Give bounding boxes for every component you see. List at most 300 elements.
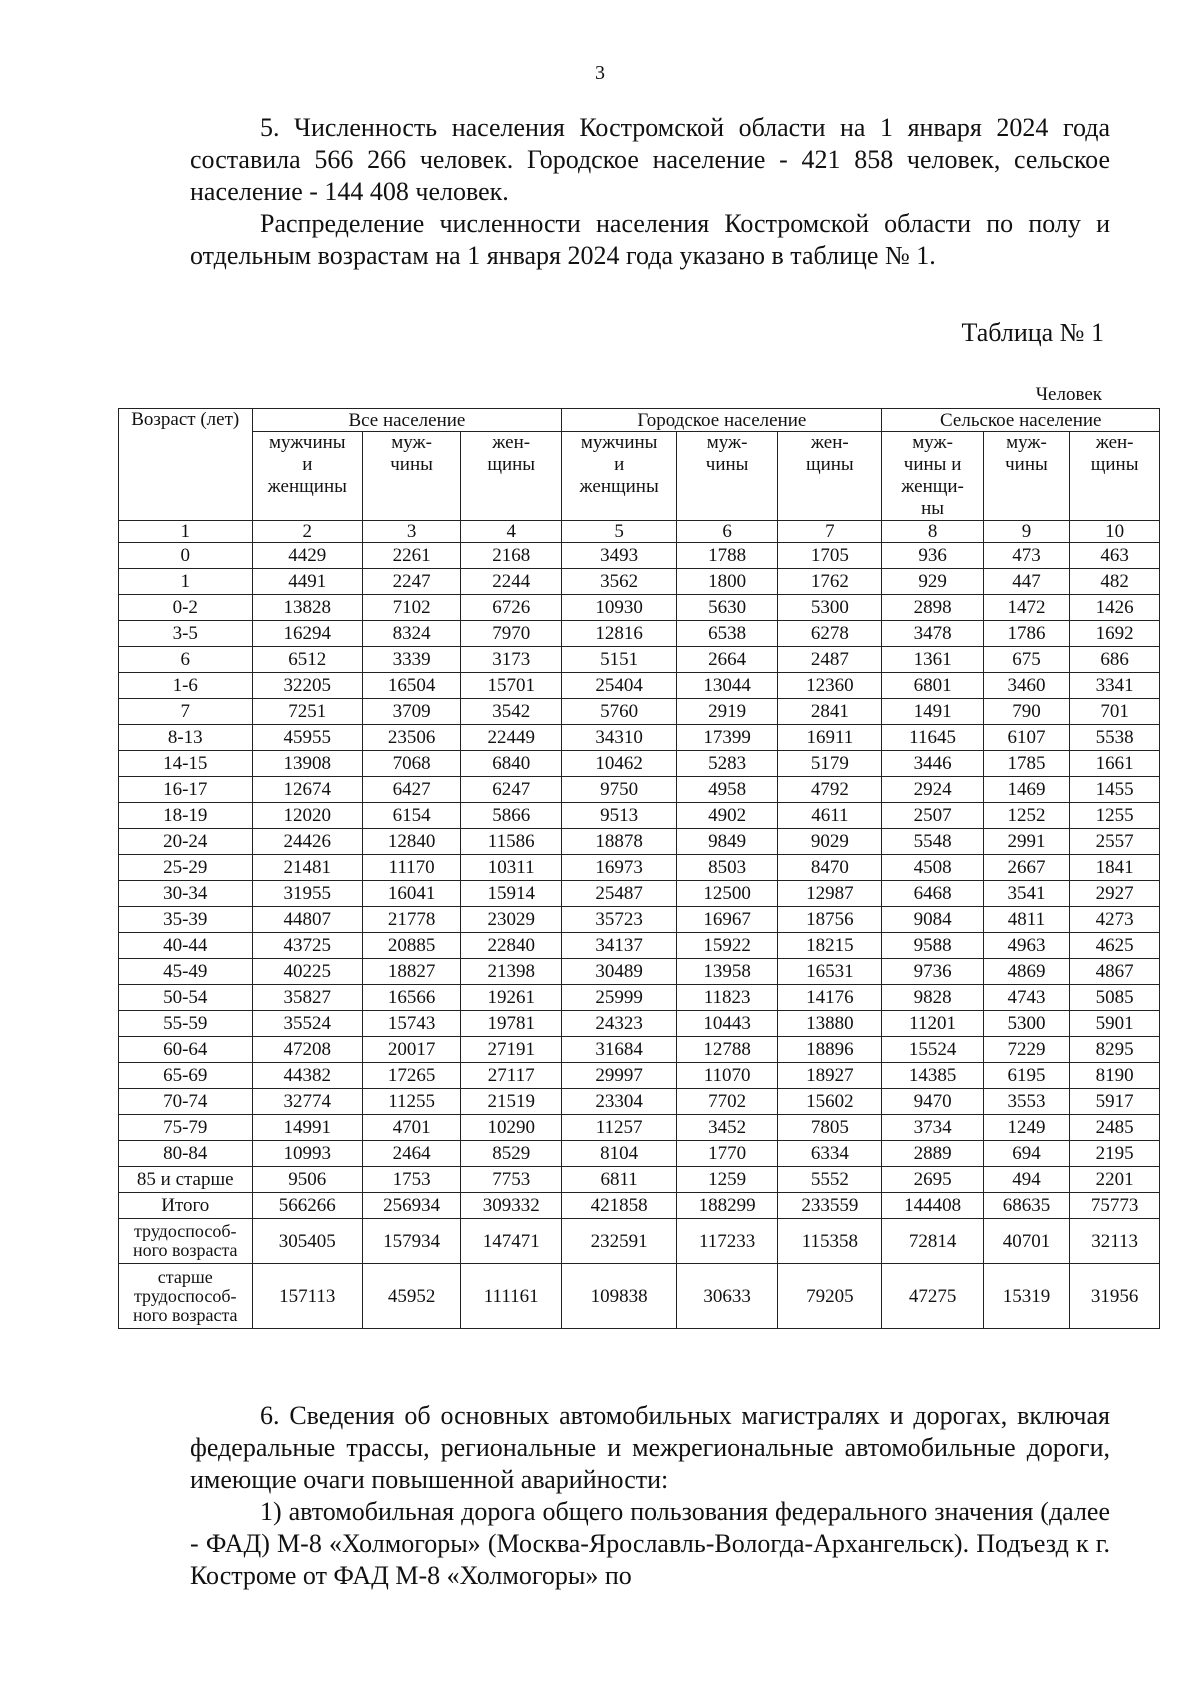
column-number-4: 4 xyxy=(461,521,562,543)
table-cell: 4273 xyxy=(1070,907,1160,933)
table-cell: 117233 xyxy=(677,1219,778,1264)
table-cell: 9506 xyxy=(252,1167,363,1193)
table-cell: 1249 xyxy=(983,1115,1070,1141)
table-cell: 3446 xyxy=(882,751,983,777)
table-cell: 1252 xyxy=(983,803,1070,829)
table-cell: 4963 xyxy=(983,933,1070,959)
table-cell: 16294 xyxy=(252,621,363,647)
table-cell: 10462 xyxy=(562,751,677,777)
row-label: 18-19 xyxy=(119,803,253,829)
row-label: 1 xyxy=(119,569,253,595)
table-cell: 18215 xyxy=(778,933,882,959)
column-number-1: 1 xyxy=(119,521,253,543)
table-cell: 9828 xyxy=(882,985,983,1011)
table-cell: 463 xyxy=(1070,543,1160,569)
row-label: 30-34 xyxy=(119,881,253,907)
table-cell: 3460 xyxy=(983,673,1070,699)
table-cell: 8104 xyxy=(562,1141,677,1167)
table-cell: 30633 xyxy=(677,1264,778,1329)
table-cell: 5151 xyxy=(562,647,677,673)
table-cell: 17265 xyxy=(363,1063,461,1089)
table-cell: 2924 xyxy=(882,777,983,803)
table-cell: 25487 xyxy=(562,881,677,907)
table-cell: 15701 xyxy=(461,673,562,699)
table-cell: 5760 xyxy=(562,699,677,725)
table-cell: 5538 xyxy=(1070,725,1160,751)
row-label: 55-59 xyxy=(119,1011,253,1037)
subheader-4: жен- щины xyxy=(461,432,562,521)
table-cell: 5901 xyxy=(1070,1011,1160,1037)
table-cell: 15524 xyxy=(882,1037,983,1063)
table-cell: 3478 xyxy=(882,621,983,647)
table-cell: 18756 xyxy=(778,907,882,933)
table-cell: 47275 xyxy=(882,1264,983,1329)
table-cell: 32113 xyxy=(1070,1219,1160,1264)
table-cell: 12360 xyxy=(778,673,882,699)
subheader-10: жен- щины xyxy=(1070,432,1160,521)
table-cell: 24426 xyxy=(252,829,363,855)
table-cell: 31956 xyxy=(1070,1264,1160,1329)
table-cell: 144408 xyxy=(882,1193,983,1219)
table-cell: 10311 xyxy=(461,855,562,881)
group-header-urban: Городское население xyxy=(562,409,882,432)
table-cell: 25999 xyxy=(562,985,677,1011)
table-row xyxy=(119,1063,1160,1089)
table-cell: 473 xyxy=(983,543,1070,569)
table-cell: 9470 xyxy=(882,1089,983,1115)
table-cell: 5283 xyxy=(677,751,778,777)
table-cell: 232591 xyxy=(562,1219,677,1264)
table-cell: 157934 xyxy=(363,1219,461,1264)
table-cell: 16967 xyxy=(677,907,778,933)
table-cell: 1841 xyxy=(1070,855,1160,881)
table-cell: 31955 xyxy=(252,881,363,907)
table-row xyxy=(119,699,1160,725)
table-cell: 12674 xyxy=(252,777,363,803)
table-cell: 22449 xyxy=(461,725,562,751)
section5-paragraph-1: 5. Численность населения Костромской области на 1 января 2024 года составила 566 266 человек. Городское население - 421 858 человек, сельское население - 144 408 человек. xyxy=(190,113,1110,206)
table-cell: 18927 xyxy=(778,1063,882,1089)
table-cell: 1753 xyxy=(363,1167,461,1193)
table-cell: 3734 xyxy=(882,1115,983,1141)
subheader-6: муж- чины xyxy=(677,432,778,521)
table-cell: 1770 xyxy=(677,1141,778,1167)
table-cell: 13828 xyxy=(252,595,363,621)
table-cell: 11823 xyxy=(677,985,778,1011)
table-cell: 20885 xyxy=(363,933,461,959)
row-label: 20-24 xyxy=(119,829,253,855)
table-row xyxy=(119,933,1160,959)
table-cell: 4869 xyxy=(983,959,1070,985)
table-cell: 18896 xyxy=(778,1037,882,1063)
table-cell: 16566 xyxy=(363,985,461,1011)
table-cell: 9084 xyxy=(882,907,983,933)
row-label: 0 xyxy=(119,543,253,569)
table-cell: 2507 xyxy=(882,803,983,829)
table-cell: 6726 xyxy=(461,595,562,621)
table-cell: 29997 xyxy=(562,1063,677,1089)
table-cell: 13958 xyxy=(677,959,778,985)
age-column-header: Возраст (лет) xyxy=(119,409,253,521)
table-cell: 18827 xyxy=(363,959,461,985)
table-cell: 4429 xyxy=(252,543,363,569)
table-cell: 21398 xyxy=(461,959,562,985)
table-cell: 5300 xyxy=(983,1011,1070,1037)
table-cell: 2667 xyxy=(983,855,1070,881)
table-row xyxy=(119,621,1160,647)
subheader-7: жен- щины xyxy=(778,432,882,521)
table-cell: 6468 xyxy=(882,881,983,907)
row-label: старше трудоспособ- ного возраста xyxy=(119,1264,253,1329)
table-cell: 10930 xyxy=(562,595,677,621)
table-cell: 2927 xyxy=(1070,881,1160,907)
table-cell: 14991 xyxy=(252,1115,363,1141)
table-row xyxy=(119,959,1160,985)
table-row xyxy=(119,725,1160,751)
table-cell: 2664 xyxy=(677,647,778,673)
table-row xyxy=(119,1011,1160,1037)
table-cell: 12840 xyxy=(363,829,461,855)
row-label: 16-17 xyxy=(119,777,253,803)
table-cell: 3541 xyxy=(983,881,1070,907)
table-cell: 1472 xyxy=(983,595,1070,621)
table-cell: 4867 xyxy=(1070,959,1160,985)
column-number-6: 6 xyxy=(677,521,778,543)
table-cell: 1455 xyxy=(1070,777,1160,803)
table-cell: 12500 xyxy=(677,881,778,907)
table-cell: 1491 xyxy=(882,699,983,725)
table-cell: 15743 xyxy=(363,1011,461,1037)
row-label: 7 xyxy=(119,699,253,725)
row-label: 8-13 xyxy=(119,725,253,751)
table-cell: 8503 xyxy=(677,855,778,881)
row-label: 70-74 xyxy=(119,1089,253,1115)
table-cell: 13044 xyxy=(677,673,778,699)
table-cell: 18878 xyxy=(562,829,677,855)
table-cell: 157113 xyxy=(252,1264,363,1329)
population-table xyxy=(118,408,1160,1329)
column-number-3: 3 xyxy=(363,521,461,543)
table-cell: 233559 xyxy=(778,1193,882,1219)
table-cell: 5630 xyxy=(677,595,778,621)
table-row xyxy=(119,1264,1160,1329)
table-cell: 68635 xyxy=(983,1193,1070,1219)
table-cell: 16504 xyxy=(363,673,461,699)
table-cell: 15914 xyxy=(461,881,562,907)
column-number-10: 10 xyxy=(1070,521,1160,543)
table-cell: 7251 xyxy=(252,699,363,725)
table-cell: 2261 xyxy=(363,543,461,569)
table-cell: 9849 xyxy=(677,829,778,855)
table-cell: 4611 xyxy=(778,803,882,829)
table-cell: 5300 xyxy=(778,595,882,621)
table-cell: 3493 xyxy=(562,543,677,569)
table-cell: 421858 xyxy=(562,1193,677,1219)
table-cell: 7702 xyxy=(677,1089,778,1115)
table-cell: 27191 xyxy=(461,1037,562,1063)
row-label: трудоспособ- ного возраста xyxy=(119,1219,253,1264)
table-row xyxy=(119,829,1160,855)
group-header-rural: Сельское население xyxy=(882,409,1160,432)
column-number-8: 8 xyxy=(882,521,983,543)
table-cell: 6107 xyxy=(983,725,1070,751)
table-cell: 1692 xyxy=(1070,621,1160,647)
table-cell: 3341 xyxy=(1070,673,1160,699)
table-cell: 21778 xyxy=(363,907,461,933)
table-cell: 2841 xyxy=(778,699,882,725)
table-row xyxy=(119,1037,1160,1063)
table-cell: 31684 xyxy=(562,1037,677,1063)
table-cell: 5548 xyxy=(882,829,983,855)
table-cell: 19261 xyxy=(461,985,562,1011)
column-number-5: 5 xyxy=(562,521,677,543)
table-cell: 23304 xyxy=(562,1089,677,1115)
row-label: 1-6 xyxy=(119,673,253,699)
table-cell: 1255 xyxy=(1070,803,1160,829)
table-cell: 2919 xyxy=(677,699,778,725)
table-cell: 15319 xyxy=(983,1264,1070,1329)
table-cell: 5085 xyxy=(1070,985,1160,1011)
table-cell: 16531 xyxy=(778,959,882,985)
column-number-9: 9 xyxy=(983,521,1070,543)
table-cell: 16041 xyxy=(363,881,461,907)
table-row xyxy=(119,1193,1160,1219)
table-cell: 1426 xyxy=(1070,595,1160,621)
table-cell: 10290 xyxy=(461,1115,562,1141)
row-label: 85 и старше xyxy=(119,1167,253,1193)
table-row xyxy=(119,985,1160,1011)
table-row xyxy=(119,1089,1160,1115)
table-cell: 7068 xyxy=(363,751,461,777)
table-cell: 3452 xyxy=(677,1115,778,1141)
table-cell: 75773 xyxy=(1070,1193,1160,1219)
table-cell: 10443 xyxy=(677,1011,778,1037)
row-label: 60-64 xyxy=(119,1037,253,1063)
table-cell: 4958 xyxy=(677,777,778,803)
table-cell: 5179 xyxy=(778,751,882,777)
table-cell: 2195 xyxy=(1070,1141,1160,1167)
table-cell: 14176 xyxy=(778,985,882,1011)
table-cell: 4743 xyxy=(983,985,1070,1011)
table-row xyxy=(119,855,1160,881)
table-cell: 6811 xyxy=(562,1167,677,1193)
table-cell: 694 xyxy=(983,1141,1070,1167)
row-label: 75-79 xyxy=(119,1115,253,1141)
table-cell: 11170 xyxy=(363,855,461,881)
table-cell: 13880 xyxy=(778,1011,882,1037)
row-label: 40-44 xyxy=(119,933,253,959)
table-cell: 1361 xyxy=(882,647,983,673)
table-cell: 24323 xyxy=(562,1011,677,1037)
table-cell: 309332 xyxy=(461,1193,562,1219)
table-cell: 17399 xyxy=(677,725,778,751)
table-cell: 8324 xyxy=(363,621,461,647)
table-cell: 1661 xyxy=(1070,751,1160,777)
table-cell: 6840 xyxy=(461,751,562,777)
table-cell: 11257 xyxy=(562,1115,677,1141)
table-units: Человек xyxy=(1035,384,1102,405)
table-cell: 44382 xyxy=(252,1063,363,1089)
table-cell: 45952 xyxy=(363,1264,461,1329)
table-cell: 79205 xyxy=(778,1264,882,1329)
table-cell: 12816 xyxy=(562,621,677,647)
table-cell: 1800 xyxy=(677,569,778,595)
table-cell: 40701 xyxy=(983,1219,1070,1264)
table-cell: 47208 xyxy=(252,1037,363,1063)
subheader-9: муж- чины xyxy=(983,432,1070,521)
table-cell: 2487 xyxy=(778,647,882,673)
table-cell: 2898 xyxy=(882,595,983,621)
table-cell: 2168 xyxy=(461,543,562,569)
table-cell: 27117 xyxy=(461,1063,562,1089)
table-cell: 7753 xyxy=(461,1167,562,1193)
table-cell: 8295 xyxy=(1070,1037,1160,1063)
table-cell: 6801 xyxy=(882,673,983,699)
table-cell: 7805 xyxy=(778,1115,882,1141)
table-cell: 8529 xyxy=(461,1141,562,1167)
table-row xyxy=(119,569,1160,595)
table-cell: 7970 xyxy=(461,621,562,647)
section6-paragraph-1: 6. Сведения об основных автомобильных магистралях и дорогах, включая федеральные трассы, региональные и межрегиональные автомобильные дороги, имеющие очаги повышенной аварийности: xyxy=(190,1401,1110,1494)
table-cell: 4902 xyxy=(677,803,778,829)
table-cell: 188299 xyxy=(677,1193,778,1219)
table-cell: 2247 xyxy=(363,569,461,595)
table-cell: 5866 xyxy=(461,803,562,829)
table-cell: 115358 xyxy=(778,1219,882,1264)
table-cell: 72814 xyxy=(882,1219,983,1264)
table-cell: 3553 xyxy=(983,1089,1070,1115)
table-cell: 494 xyxy=(983,1167,1070,1193)
table-row xyxy=(119,1115,1160,1141)
table-cell: 1788 xyxy=(677,543,778,569)
table-cell: 6427 xyxy=(363,777,461,803)
table-cell: 147471 xyxy=(461,1219,562,1264)
table-cell: 22840 xyxy=(461,933,562,959)
table-cell: 2991 xyxy=(983,829,1070,855)
table-cell: 2201 xyxy=(1070,1167,1160,1193)
table-cell: 6154 xyxy=(363,803,461,829)
table-cell: 929 xyxy=(882,569,983,595)
table-row xyxy=(119,803,1160,829)
table-row xyxy=(119,1219,1160,1264)
table-cell: 256934 xyxy=(363,1193,461,1219)
table-cell: 2464 xyxy=(363,1141,461,1167)
table-cell: 2557 xyxy=(1070,829,1160,855)
table-cell: 3542 xyxy=(461,699,562,725)
table-caption: Таблица № 1 xyxy=(961,318,1104,347)
table-cell: 20017 xyxy=(363,1037,461,1063)
table-cell: 35827 xyxy=(252,985,363,1011)
table-cell: 6512 xyxy=(252,647,363,673)
row-label: 0-2 xyxy=(119,595,253,621)
row-label: 50-54 xyxy=(119,985,253,1011)
table-cell: 25404 xyxy=(562,673,677,699)
table-cell: 9588 xyxy=(882,933,983,959)
table-cell: 32774 xyxy=(252,1089,363,1115)
table-cell: 111161 xyxy=(461,1264,562,1329)
section5-paragraph-2: Распределение численности населения Костромской области по полу и отдельным возрастам на 1 января 2024 года указано в таблице № 1. xyxy=(190,209,1110,270)
table-cell: 11586 xyxy=(461,829,562,855)
table-cell: 9029 xyxy=(778,829,882,855)
table-cell: 3562 xyxy=(562,569,677,595)
table-cell: 936 xyxy=(882,543,983,569)
table-cell: 686 xyxy=(1070,647,1160,673)
table-cell: 305405 xyxy=(252,1219,363,1264)
table-cell: 6247 xyxy=(461,777,562,803)
table-cell: 790 xyxy=(983,699,1070,725)
table-cell: 5552 xyxy=(778,1167,882,1193)
table-cell: 8190 xyxy=(1070,1063,1160,1089)
table-cell: 9750 xyxy=(562,777,677,803)
row-label: 3-5 xyxy=(119,621,253,647)
table-cell: 12788 xyxy=(677,1037,778,1063)
table-row xyxy=(119,543,1160,569)
subheader-2: мужчины и женщины xyxy=(252,432,363,521)
table-cell: 45955 xyxy=(252,725,363,751)
table-cell: 35524 xyxy=(252,1011,363,1037)
table-cell: 16911 xyxy=(778,725,882,751)
table-cell: 16973 xyxy=(562,855,677,881)
table-cell: 4792 xyxy=(778,777,882,803)
table-row xyxy=(119,881,1160,907)
table-row xyxy=(119,595,1160,621)
row-label: 45-49 xyxy=(119,959,253,985)
table-cell: 1786 xyxy=(983,621,1070,647)
table-cell: 7102 xyxy=(363,595,461,621)
table-row xyxy=(119,647,1160,673)
table-cell: 2889 xyxy=(882,1141,983,1167)
table-cell: 15602 xyxy=(778,1089,882,1115)
group-header-all: Все население xyxy=(252,409,562,432)
table-cell: 11070 xyxy=(677,1063,778,1089)
table-cell: 4491 xyxy=(252,569,363,595)
row-label: 65-69 xyxy=(119,1063,253,1089)
table-cell: 4701 xyxy=(363,1115,461,1141)
table-cell: 1762 xyxy=(778,569,882,595)
table-cell: 447 xyxy=(983,569,1070,595)
table-cell: 11201 xyxy=(882,1011,983,1037)
table-cell: 34310 xyxy=(562,725,677,751)
table-cell: 4625 xyxy=(1070,933,1160,959)
subheader-5: мужчины и женщины xyxy=(562,432,677,521)
table-cell: 30489 xyxy=(562,959,677,985)
table-cell: 15922 xyxy=(677,933,778,959)
table-cell: 23506 xyxy=(363,725,461,751)
table-cell: 3173 xyxy=(461,647,562,673)
subheader-3: муж- чины xyxy=(363,432,461,521)
table-cell: 23029 xyxy=(461,907,562,933)
table-cell: 9513 xyxy=(562,803,677,829)
table-cell: 34137 xyxy=(562,933,677,959)
table-cell: 6538 xyxy=(677,621,778,647)
table-cell: 1705 xyxy=(778,543,882,569)
table-cell: 21481 xyxy=(252,855,363,881)
table-cell: 1259 xyxy=(677,1167,778,1193)
table-cell: 2244 xyxy=(461,569,562,595)
table-cell: 19781 xyxy=(461,1011,562,1037)
row-label: Итого xyxy=(119,1193,253,1219)
table-row xyxy=(119,1167,1160,1193)
table-cell: 12987 xyxy=(778,881,882,907)
table-cell: 566266 xyxy=(252,1193,363,1219)
table-cell: 12020 xyxy=(252,803,363,829)
row-label: 80-84 xyxy=(119,1141,253,1167)
table-cell: 11255 xyxy=(363,1089,461,1115)
column-number-2: 2 xyxy=(252,521,363,543)
table-cell: 8470 xyxy=(778,855,882,881)
subheader-8: муж- чины и женщи- ны xyxy=(882,432,983,521)
table-row xyxy=(119,751,1160,777)
